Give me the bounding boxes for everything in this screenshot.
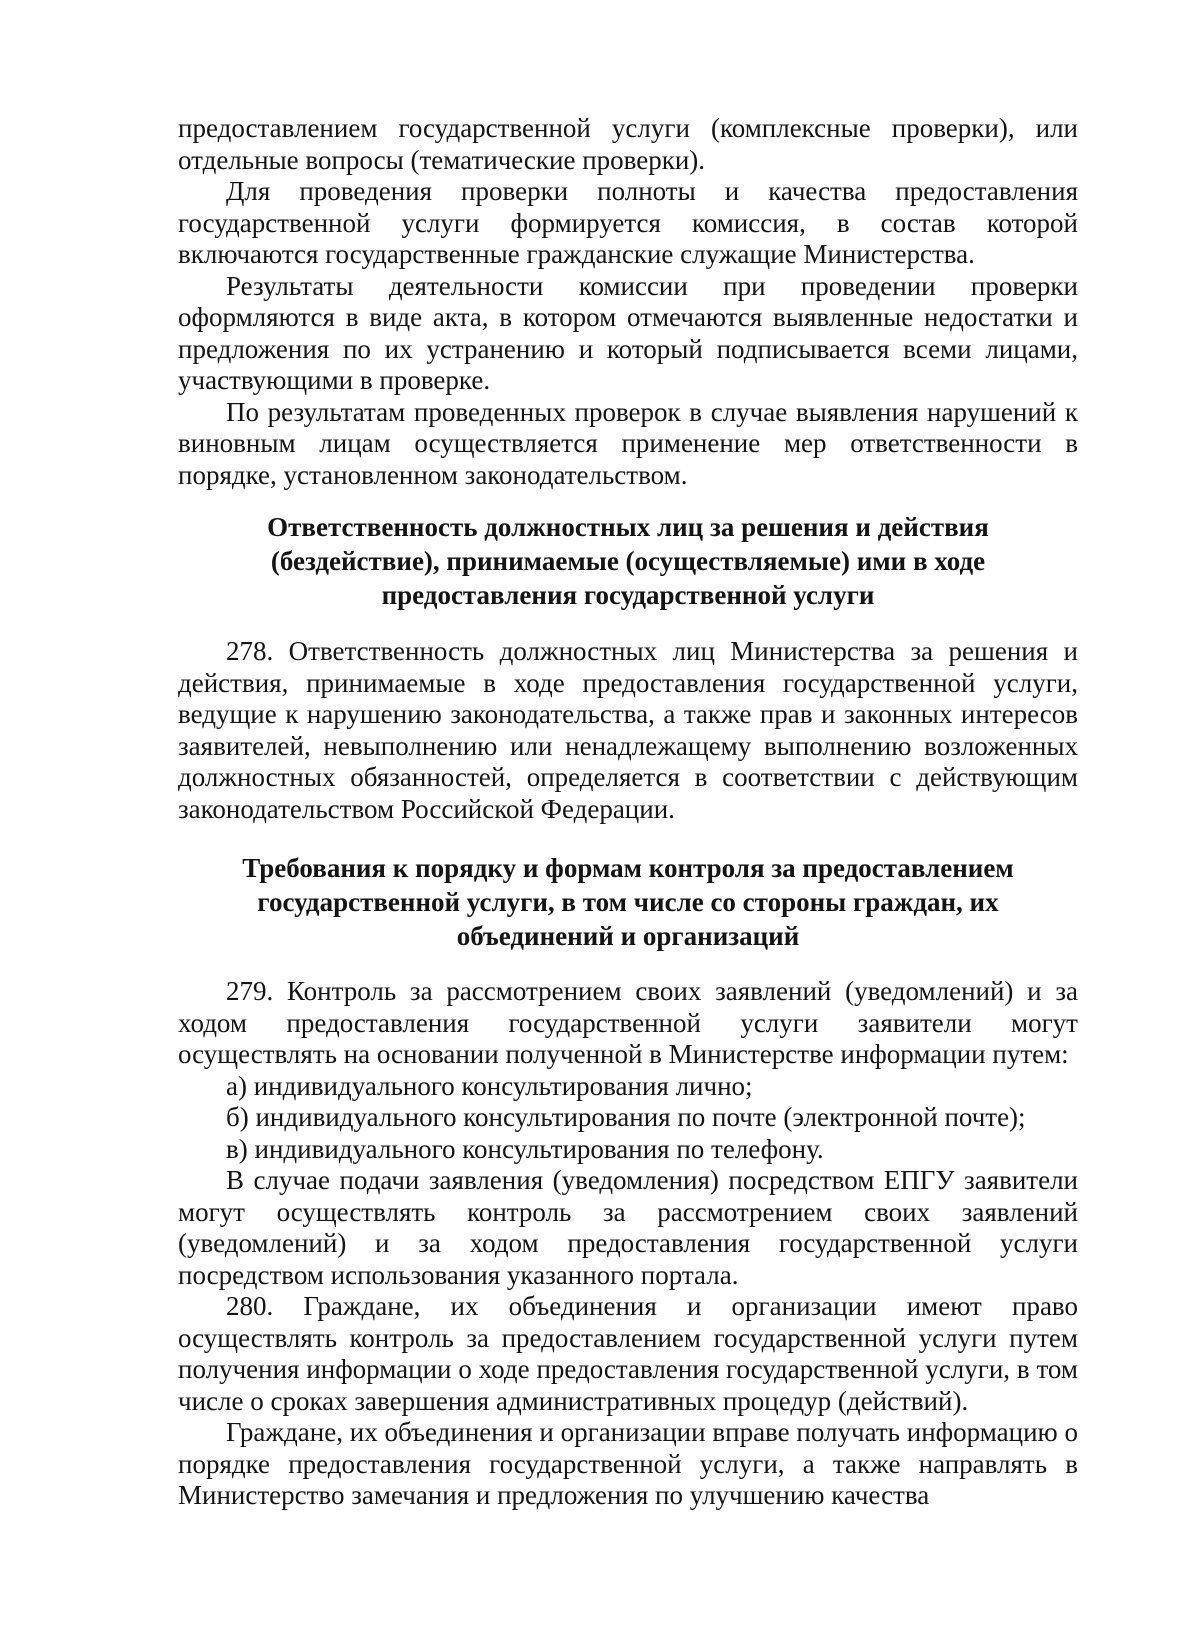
text-block-item-278 xyxy=(178,636,1078,825)
section-heading-responsibility xyxy=(178,510,1078,612)
text-block-checks xyxy=(178,113,1078,491)
paragraph-item-279: 279. Контроль за рассмотрением своих заявлений (уведомлений) и за ходом предоставления государственной услуги заявители могут осуществлять на основании полученной в Министерстве информации путем: xyxy=(178,976,1078,1069)
paragraph-item-280: 280. Граждане, их объединения и организации имеют право осуществлять контроль за предоставлением государственной услуги путем получения информации о ходе предоставления государственной услуги, в том числе о сроках завершения административных процедур (действий). xyxy=(178,1291,1078,1416)
list-item-b: б) индивидуального консультирования по почте (электронной почте); xyxy=(226,1102,1026,1132)
heading-line: предоставления государственной услуги xyxy=(381,580,875,610)
paragraph-liability-measures: По результатам проведенных проверок в случае выявления нарушений к виновным лицам осуществляется применение мер ответственности в порядке, установленном законодательством. xyxy=(178,396,1078,490)
paragraph-item-278: 278. Ответственность должностных лиц Министерства за решения и действия, принимаемые в ходе предоставления государственной услуги, ведущие к нарушению законодательства, а также прав и законных интересов заявителей, невыполнению или ненадлежащему выполнению возложенных должностных обязанностей, определяется в соответствии с действующим законодательством Российской Федерации. xyxy=(178,636,1078,824)
paragraph-epgu-control: В случае подачи заявления (уведомления) посредством ЕПГУ заявители могут осуществлять контроль за рассмотрением своих заявлений (уведомлений) и за ходом предоставления государственной услуги посредством использования указанного портала. xyxy=(178,1165,1078,1290)
paragraph-commission: Для проведения проверки полноты и качества предоставления государственной услуги формируется комиссия, в состав которой включаются государственные гражданские служащие Министерства. xyxy=(178,176,1078,269)
list-item-a: а) индивидуального консультирования лично; xyxy=(226,1070,753,1101)
paragraph-citizen-information: Граждане, их объединения и организации вправе получать информацию о порядке предоставления государственной услуги, а также направлять в Министерство замечания и предложения по улучшению качества xyxy=(178,1417,1078,1510)
text-block-items-279-280 xyxy=(178,976,1078,1512)
heading-line: (бездействие), принимаемые (осуществляемые) ими в ходе xyxy=(270,546,986,576)
list-item-v: в) индивидуального консультирования по телефону. xyxy=(226,1133,824,1164)
section-heading-control-requirements xyxy=(178,851,1078,953)
heading-line: Ответственность должностных лиц за решения и действия xyxy=(267,512,989,542)
heading-line: объединений и организаций xyxy=(456,921,800,951)
paragraph-commission-results: Результаты деятельности комиссии при проведении проверки оформляются в виде акта, в котором отмечаются выявленные недостатки и предложения по их устранению и который подписывается всеми лицами, участвующими в проверке. xyxy=(178,270,1078,395)
heading-line: Требования к порядку и формам контроля за предоставлением xyxy=(242,853,1014,883)
heading-line: государственной услуги, в том числе со стороны граждан, их xyxy=(257,887,999,917)
paragraph-check-types: предоставлением государственной услуги (комплексные проверки), или отдельные вопросы (тематические проверки). xyxy=(178,113,1078,175)
